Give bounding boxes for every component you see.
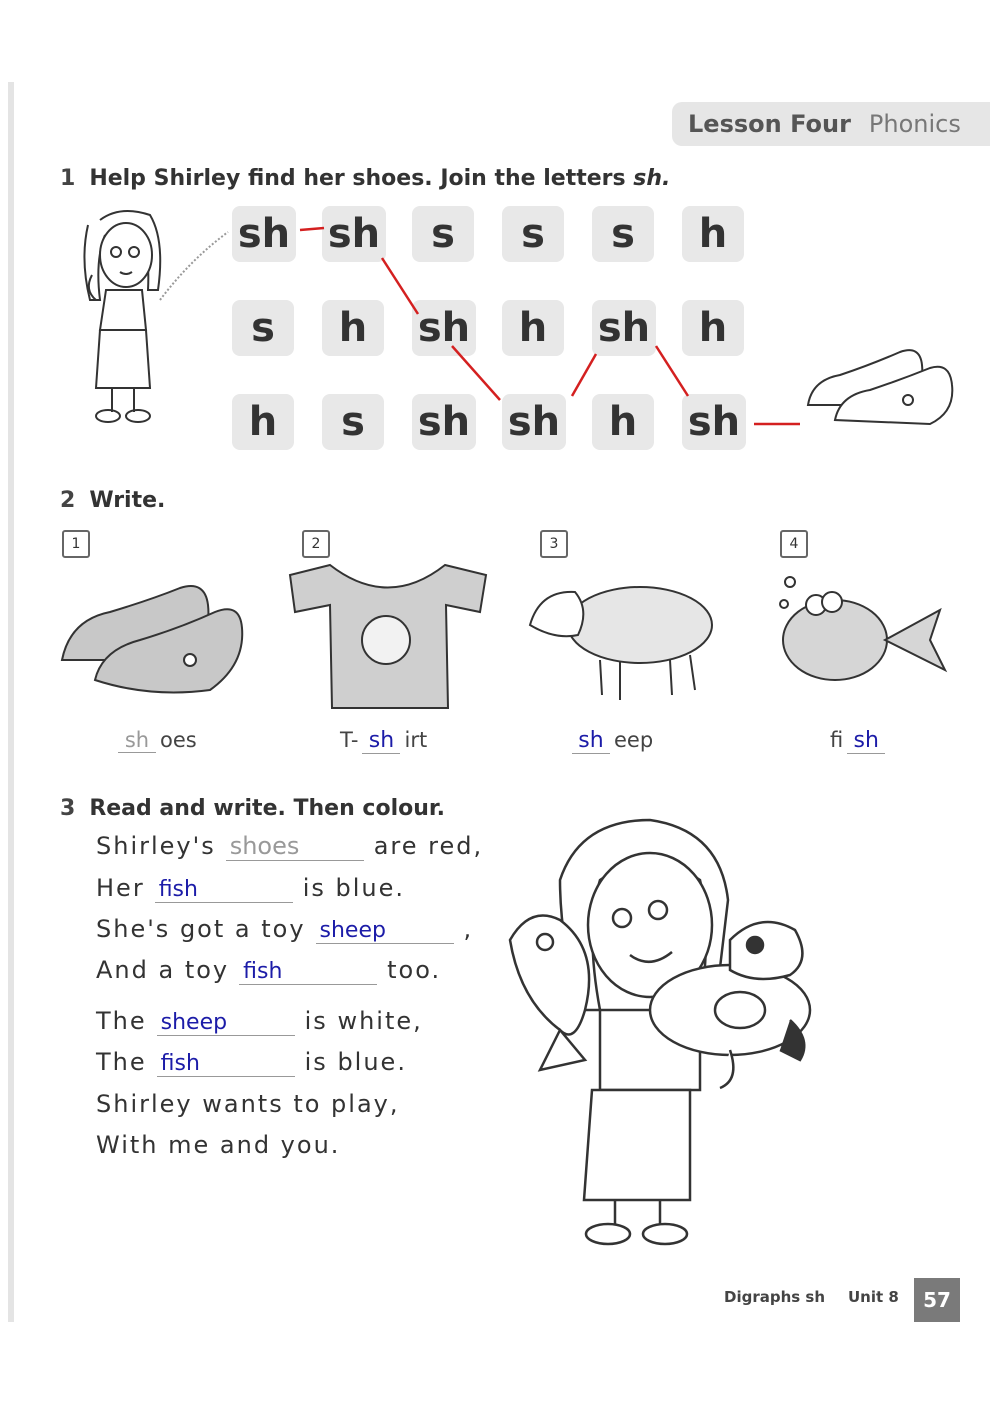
- letter-tile-h[interactable]: h: [232, 394, 294, 450]
- poem-text: too.: [387, 956, 442, 984]
- poem-line: [96, 1131, 340, 1159]
- page-number: 57: [914, 1278, 960, 1322]
- word-ending: irt: [404, 728, 428, 752]
- answer-blank[interactable]: sh: [847, 728, 885, 754]
- poem-text: are red,: [373, 832, 484, 860]
- answer-blank[interactable]: sh: [118, 728, 156, 753]
- letter-tile-h[interactable]: h: [682, 300, 744, 356]
- exercise-number: 3: [60, 796, 76, 821]
- word-beginning: T-: [340, 728, 359, 752]
- letter-tile-h[interactable]: h: [682, 206, 744, 262]
- poem-text: Shirley's: [96, 832, 216, 860]
- exercise-number: 1: [60, 166, 76, 191]
- exercise-2-title: [60, 488, 165, 513]
- poem-text: is white,: [304, 1007, 423, 1035]
- exercise-instruction: Write.: [89, 488, 166, 513]
- letter-tile-h[interactable]: h: [322, 300, 384, 356]
- exercise-1-title: [60, 166, 670, 191]
- letter-tile-sh[interactable]: sh: [412, 300, 476, 356]
- poem-text: The: [96, 1007, 147, 1035]
- poem-line: [96, 915, 473, 944]
- word-shoes: [118, 728, 197, 753]
- poem-line: [96, 1048, 407, 1077]
- poem-text: ,: [463, 915, 474, 943]
- answer-blank[interactable]: sh: [572, 728, 610, 754]
- answer-blank[interactable]: sh: [362, 728, 400, 754]
- letter-tile-sh[interactable]: sh: [592, 300, 656, 356]
- exercise-letters: sh.: [633, 166, 671, 191]
- letter-tile-s[interactable]: s: [232, 300, 294, 356]
- letter-tile-s[interactable]: s: [592, 206, 654, 262]
- poem-answer-blank[interactable]: sheep: [157, 1010, 295, 1036]
- poem-text: She's got a toy: [96, 915, 306, 943]
- poem-answer-blank[interactable]: fish: [155, 877, 293, 903]
- poem-line: [96, 1007, 423, 1036]
- poem-text: is blue.: [304, 1048, 407, 1076]
- poem-answer-blank[interactable]: shoes: [226, 832, 364, 861]
- word-tshirt: [340, 728, 427, 754]
- exercise-instruction: Read and write. Then colour.: [89, 796, 445, 821]
- footer-topic: Digraphs sh: [724, 1288, 826, 1306]
- poem-line: [96, 874, 405, 903]
- word-fish: [830, 728, 885, 754]
- poem-line: [96, 832, 483, 861]
- lesson-title: Lesson Four: [688, 110, 851, 138]
- poem-text: is blue.: [302, 874, 405, 902]
- letter-tile-sh[interactable]: sh: [682, 394, 746, 450]
- poem-text: The: [96, 1048, 147, 1076]
- word-ending: oes: [160, 728, 197, 752]
- letter-tile-s[interactable]: s: [412, 206, 474, 262]
- letter-tile-s[interactable]: s: [322, 394, 384, 450]
- item-number-box: 2: [302, 530, 330, 558]
- word-ending: eep: [614, 728, 654, 752]
- word-sheep: [572, 728, 653, 754]
- poem-text: With me and you.: [96, 1131, 341, 1159]
- poem-answer-blank[interactable]: fish: [157, 1051, 295, 1077]
- lesson-header: [672, 102, 990, 146]
- exercise-number: 2: [60, 488, 76, 513]
- poem-line: [96, 1090, 400, 1118]
- exercise-instruction: Help Shirley find her shoes. Join the letters: [89, 166, 634, 191]
- letter-tile-sh[interactable]: sh: [232, 206, 296, 262]
- footer-unit: Unit 8: [848, 1288, 899, 1306]
- poem-answer-blank[interactable]: fish: [239, 959, 377, 985]
- letter-tile-h[interactable]: h: [592, 394, 654, 450]
- item-number-box: 3: [540, 530, 568, 558]
- poem-text: And a toy: [96, 956, 230, 984]
- letter-tile-s[interactable]: s: [502, 206, 564, 262]
- letter-tile-sh[interactable]: sh: [502, 394, 566, 450]
- item-number-box: 1: [62, 530, 90, 558]
- poem-line: [96, 956, 441, 985]
- letter-tile-sh[interactable]: sh: [322, 206, 386, 262]
- poem-text: Her: [96, 874, 145, 902]
- item-number-box: 4: [780, 530, 808, 558]
- letter-tile-sh[interactable]: sh: [412, 394, 476, 450]
- poem-text: Shirley wants to play,: [96, 1090, 400, 1118]
- poem-answer-blank[interactable]: sheep: [316, 918, 454, 944]
- lesson-topic: Phonics: [868, 110, 961, 138]
- word-beginning: fi: [830, 728, 844, 752]
- letter-tile-h[interactable]: h: [502, 300, 564, 356]
- exercise-3-title: [60, 796, 445, 821]
